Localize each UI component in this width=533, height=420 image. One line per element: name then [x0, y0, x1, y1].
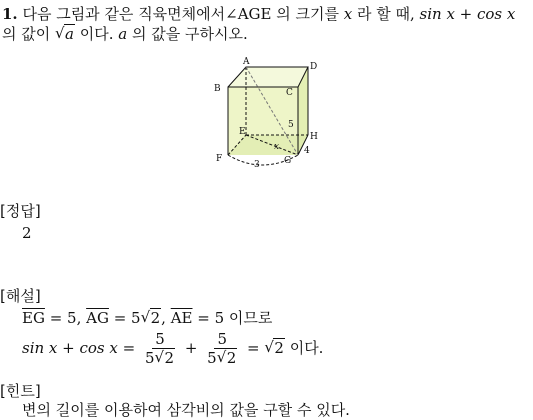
edge-length-3: 3: [254, 160, 260, 170]
problem-line-1: [2, 5, 515, 23]
label-a: A: [243, 57, 250, 67]
answer-value: 2: [22, 224, 32, 242]
explanation-line-2: sin x + cos x = $\frac{5}{5 √ 2}$ + $\frac{5}{5 √ 2}$ = √ 2 이다.: [22, 330, 323, 368]
sqrt-2-result: √ 2: [264, 330, 285, 366]
problem-text-2a: 의 값이: [2, 25, 56, 43]
edge-length-5: 5: [288, 120, 294, 130]
top-face: [228, 67, 308, 87]
explanation-heading: [해설]: [0, 287, 41, 305]
explanation-line-1: $\overline{EG} = 5$, $\overline{AG} = 5$ √ 2, $\overline{AE} = 5$ 이므로: [22, 309, 272, 327]
problem-text-1a: 다음 그림과 같은 직육면체에서∠AGE 의 크기를: [22, 5, 344, 23]
var-x: x: [343, 5, 353, 23]
edge-length-4: 4: [304, 146, 310, 156]
sqrt-a: √ a: [55, 25, 75, 43]
trig-expression: sin x + cos x: [419, 5, 516, 23]
label-d: D: [310, 62, 318, 72]
problem-text-2c: 의 값을 구하시오.: [127, 25, 248, 43]
problem-text-2b: 이다.: [74, 25, 119, 43]
segment-eg: $\overline{EG}$: [22, 309, 45, 327]
segment-ag: $\overline{AG}$: [86, 309, 109, 327]
problem-line-2: [2, 25, 248, 43]
label-g: G: [284, 156, 292, 166]
sqrt-2-ag: √ 2: [141, 309, 162, 327]
label-f: F: [216, 154, 223, 164]
angle-x-label: x: [274, 142, 280, 152]
problem-number: 1.: [2, 5, 18, 23]
fraction-2: $\frac{5}{5 √ 2}$: [204, 331, 240, 368]
label-e: E: [239, 127, 246, 137]
label-b: B: [214, 84, 221, 94]
hint-heading: [힌트]: [0, 382, 41, 400]
fraction-1: $\frac{5}{5 √ 2}$: [142, 331, 178, 368]
answer-heading: [정답]: [0, 202, 41, 220]
sin-cos-lhs: sin x + cos x =: [22, 339, 140, 357]
label-h: H: [310, 132, 318, 142]
cuboid-figure: [212, 55, 322, 170]
var-a: a: [118, 25, 128, 43]
label-c: C: [286, 88, 293, 98]
segment-ae: $\overline{AE}$: [170, 309, 193, 327]
problem-text-1b: 라 할 때,: [352, 5, 420, 23]
hint-text: 변의 길이를 이용하여 삼각비의 값을 구할 수 있다.: [22, 401, 350, 419]
